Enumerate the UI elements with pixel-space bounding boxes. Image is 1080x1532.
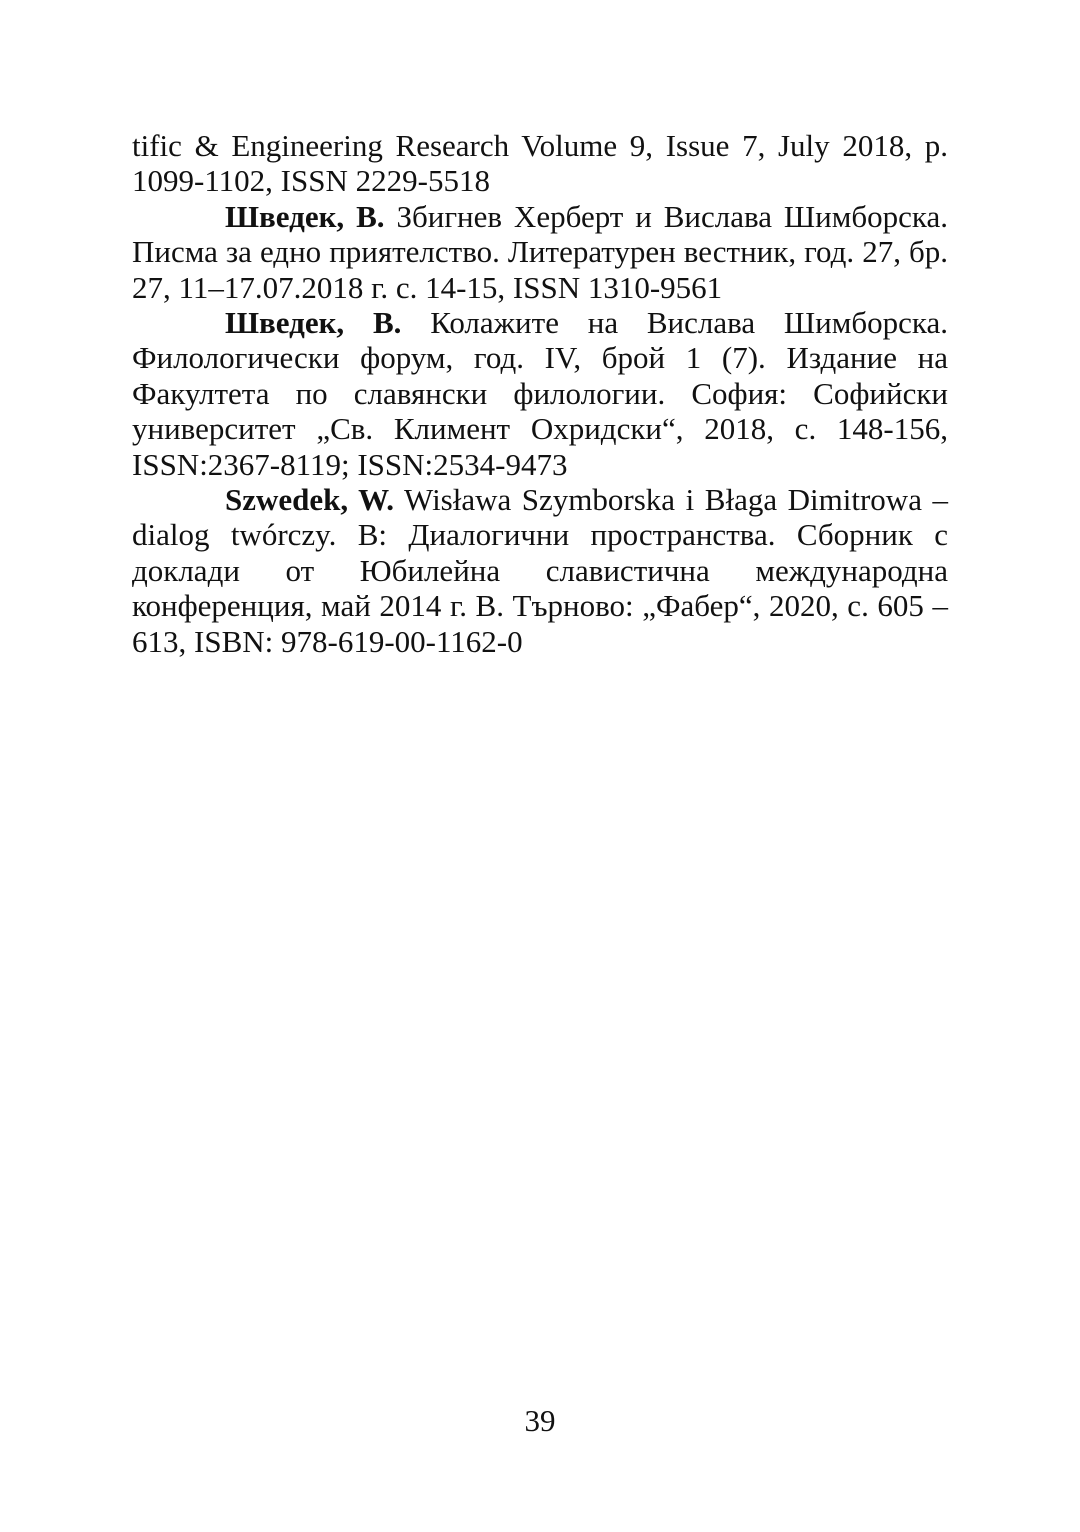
bibliography-entry — [132, 199, 948, 305]
bibliography-entry — [132, 305, 948, 482]
entry-text: tific & Engineering Research Volume 9, Issue 7, July 2018, p. 1099-1102, ISSN 2229-5518 — [132, 128, 948, 199]
page-number: 39 — [524, 1403, 556, 1438]
entry-author: Шведек, В. — [225, 305, 402, 341]
bibliography-text — [132, 128, 948, 659]
entry-text: Збигнев Херберт и Вислава Шимборска. Писма за едно приятелство. Литературен вестник, год. 27, бр. 27, 11–17.07.2018 г. с. 14-15, ISSN 1310-9561 — [132, 198, 948, 305]
entry-author: Шведек, В. — [225, 198, 385, 234]
bibliography-entry — [132, 482, 948, 659]
entry-text: Колажите на Вислава Шимборска. Филологически форум, год. IV, брой 1 (7). Издание на Факултета по славянски филологии. София: Софийски университет „Св. Климент Охридски“, 2018, с. 148-156, ISSN:2367-8119; ISSN:2534-9473 — [132, 305, 948, 482]
bibliography-entry-continuation — [132, 128, 948, 199]
entry-text: Wisława Szymborska i Błaga Dimitrowa – dialog twórczy. В: Диалогични пространства. Сборник с доклади от Юбилейна славистична международна конференция, май 2014 г. В. Търново: „Фабер“, 2020, с. 605 – 613, ISBN: 978-619-00-1162-0 — [132, 482, 949, 659]
entry-author: Szwedek, W. — [225, 482, 395, 518]
